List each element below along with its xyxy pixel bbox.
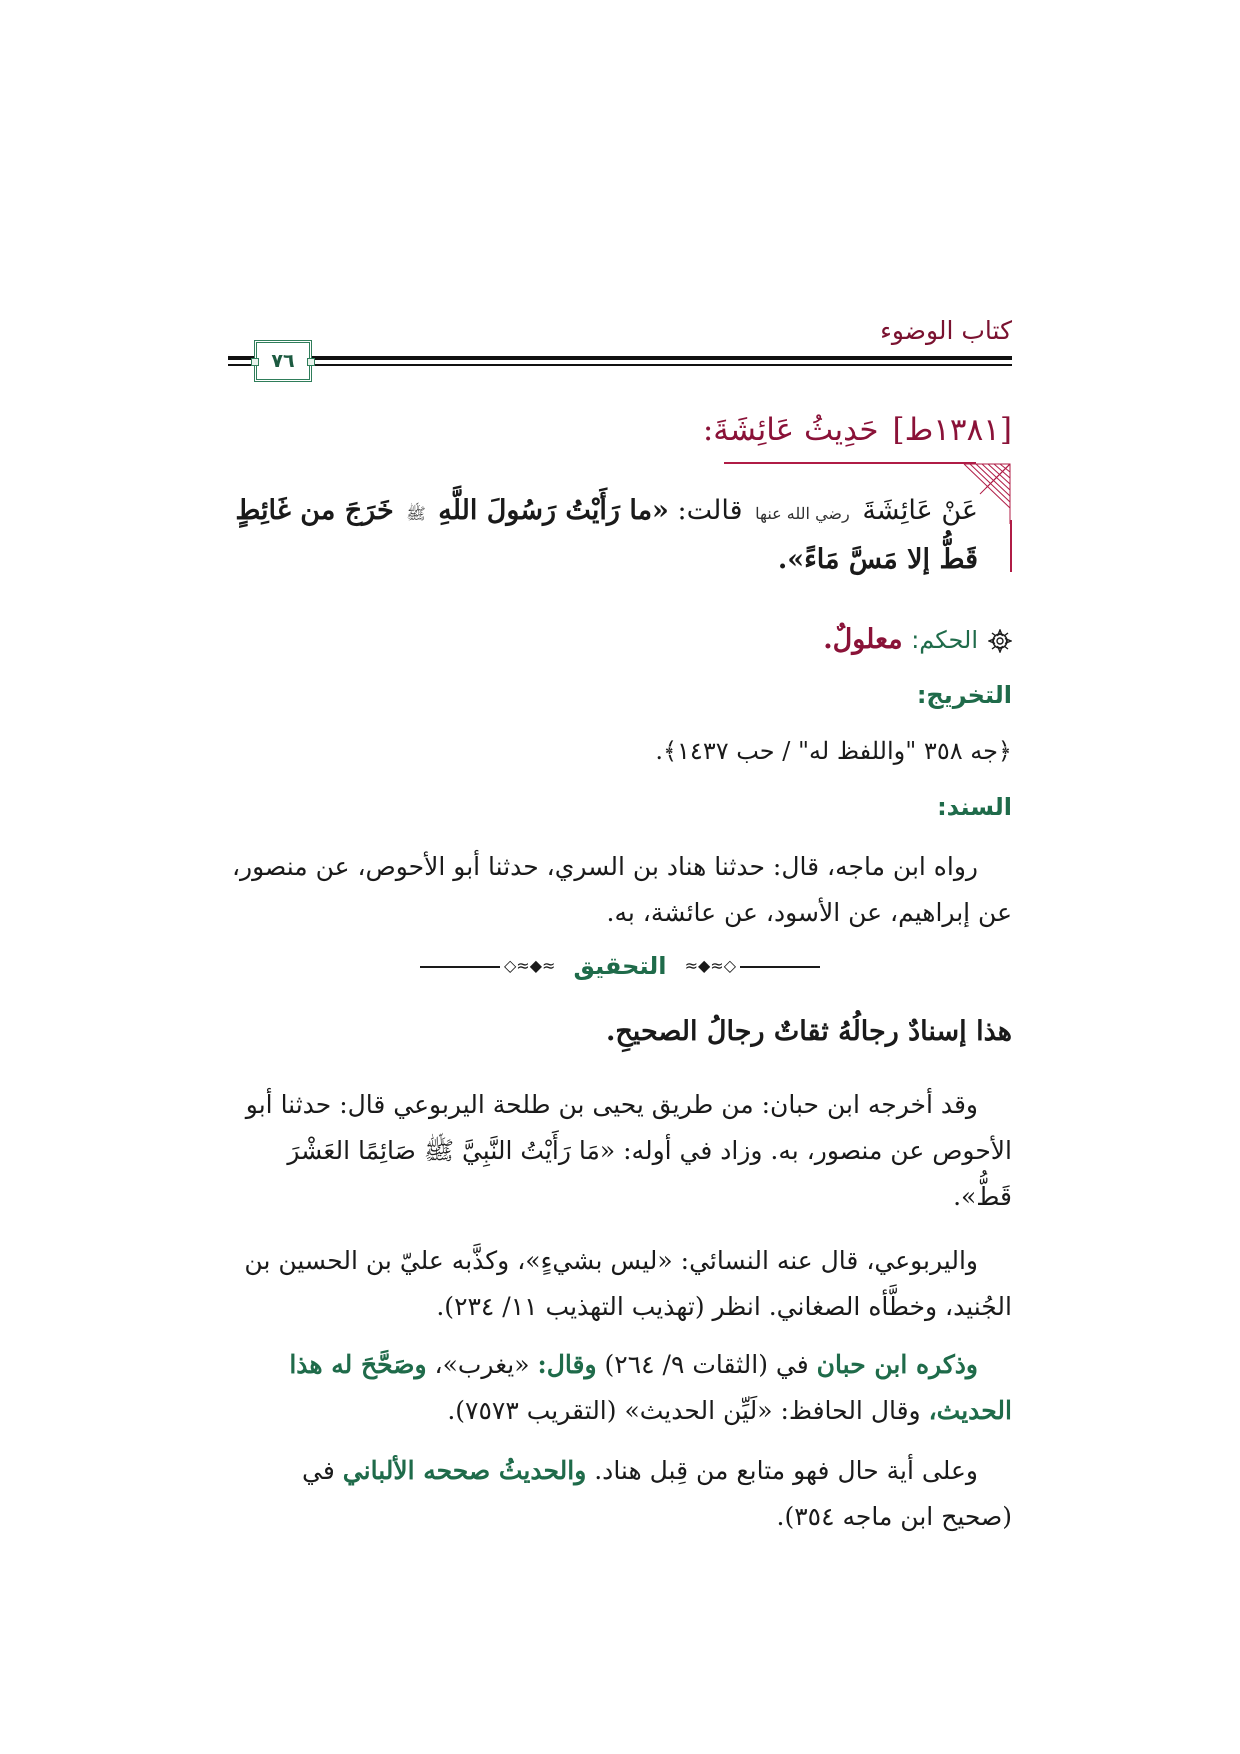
hadith-frame-side [1010,520,1012,572]
takhrij-heading: التخريج: [916,681,1012,709]
page-number: ٧٦ [271,350,295,372]
tahqiq-heading: التحقيق [573,952,667,980]
p3-text-b: في (الثقات ٩/ ٢٦٤) [604,1350,809,1379]
p3-highlight-a: وذكره ابن حبان [816,1350,978,1379]
section-number: [١٣٨١ط] [892,412,1012,448]
tahqiq-divider [420,946,820,986]
ruling-label: الحكم: [911,626,978,654]
ruling-value: معلولٌ. [823,624,903,655]
p4-text-a: وعلى أية حال فهو متابع من قِبل هناد. [594,1456,978,1485]
header-rule-thick [228,356,1012,360]
sanad-heading: السند: [937,793,1012,821]
honorific-aisha: رضي الله عنها [755,504,850,523]
paragraph-thiqat [228,1342,1012,1434]
takhrij-body: ﴿جه ٣٥٨ "واللفظ له" / حب ١٤٣٧﴾. [655,737,1012,765]
p3-text-f: وقال الحافظ: «لَيِّن الحديث» (التقريب ٧٥٧٣). [447,1396,921,1425]
hadith-frame-top [724,462,976,464]
section-heading [228,408,1012,452]
hadith-box [228,462,1012,575]
hadith-qalat: قالت: [677,495,743,526]
hadith-matn: «ما رَأَيْتُ رَسُولَ اللَّهِ [438,495,669,526]
ruling-line [228,620,1012,660]
p3-highlight-c: وقال: [537,1350,597,1379]
hadith-intro: عَنْ عَائِشَةَ [862,495,978,526]
p3-text-d: «يغرب»، [434,1350,530,1379]
p4-text-c: في (صحيح ابن ماجه ٣٥٤). [302,1456,1012,1531]
salutation: ﷺ [406,504,426,523]
sanad-paragraph: رواه ابن ماجه، قال: حدثنا هناد بن السري، حدثنا أبو الأحوص، عن منصور، عن إبراهيم، عن الأسود، عن عائشة، به. [231,852,1012,927]
section-title: حَدِيثُ عَائِشَةَ: [702,412,879,448]
paragraph-yarbui: واليربوعي، قال عنه النسائي: «ليس بشيءٍ»، وكذَّبه عليّ بن الحسين بن الجُنيد، وخطَّأه الصغاني. انظر (تهذيب التهذيب ١١/ ٢٣٤). [244,1246,1012,1321]
paragraph-albani [228,1448,1012,1540]
p3-highlight-e: وصَحَّحَ له هذا الحديث، [289,1350,1012,1425]
divider-ornament-right-icon: ≈◆≈◇ [684,956,736,975]
hadith-text [228,488,978,583]
divider-line-right [740,966,820,968]
page-header [228,312,1012,388]
hadith-matn-end: خَرَجَ من غَائِطٍ قَطُّ إلا مَسَّ مَاءً». [235,495,978,575]
header-rule-thin [228,364,1012,366]
book-title: كتاب الوضوء [880,316,1012,345]
tahqiq-verdict: هذا إسنادٌ رجالُهُ ثقاتٌ رجالُ الصحيحِ. [605,1016,1012,1047]
divider-ornament-left-icon: ◇≈◆≈ [504,956,556,975]
flower-emblem-icon [988,629,1012,653]
paragraph-ibn-hibban: وقد أخرجه ابن حبان: من طريق يحيى بن طلحة اليربوعي قال: حدثنا أبو الأحوص عن منصور، به. وزاد في أوله: «مَا رَأَيْتُ النَّبِيَّ ﷺ صَائِمًا العَشْرَ قَطُّ». [245,1090,1012,1211]
p4-highlight-b: والحديثُ صححه الألباني [342,1456,587,1485]
page-number-badge [254,340,312,382]
